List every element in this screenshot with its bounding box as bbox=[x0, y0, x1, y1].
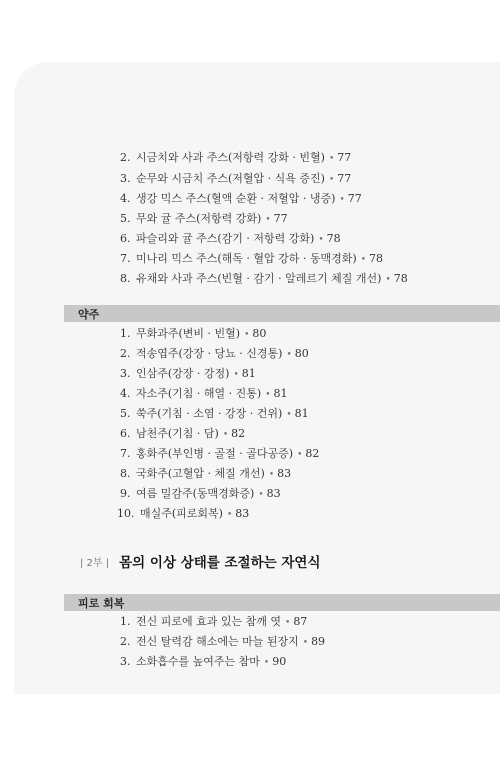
list-item[interactable]: 3. 인삼주(강장 · 강정) • 81 bbox=[120, 367, 256, 380]
part-heading bbox=[80, 551, 321, 571]
part-label: | 2부 | bbox=[80, 557, 110, 569]
list-item[interactable]: 2. 적송엽주(강장 · 당뇨 · 신경통) • 80 bbox=[120, 347, 309, 360]
list-item[interactable]: 1. 전신 피로에 효과 있는 참깨 엿 • 87 bbox=[120, 615, 308, 628]
section-header-fatigue bbox=[64, 594, 500, 611]
section-title: 약주 bbox=[78, 308, 100, 321]
list-item[interactable]: 7. 미나리 믹스 주스(해독 · 혈압 강하 · 동맥경화) • 78 bbox=[120, 252, 384, 265]
section-header-yakju bbox=[64, 305, 500, 322]
section-title: 피로 회복 bbox=[78, 597, 125, 610]
list-item[interactable]: 2. 시금치와 사과 주스(저항력 강화 · 빈혈) • 77 bbox=[120, 151, 352, 164]
list-item[interactable]: 3. 소화흡수를 높여주는 참마 • 90 bbox=[120, 655, 287, 668]
list-item[interactable]: 9. 여름 밀감주(동맥경화증) • 83 bbox=[120, 487, 281, 500]
list-item[interactable]: 7. 홍화주(부인병 · 골절 · 골다공증) • 82 bbox=[120, 447, 320, 460]
list-item[interactable]: 3. 순무와 시금치 주스(저혈압 · 식욕 증진) • 77 bbox=[120, 172, 352, 185]
list-item[interactable]: 1. 무화과주(변비 · 빈혈) • 80 bbox=[120, 327, 267, 340]
part-title: 몸의 이상 상태를 조절하는 자연식 bbox=[119, 555, 321, 571]
list-item[interactable]: 6. 파슬리와 귤 주스(감기 · 저항력 강화) • 78 bbox=[120, 232, 341, 245]
list-item[interactable]: 4. 생강 믹스 주스(혈액 순환 · 저혈압 · 냉증) • 77 bbox=[120, 192, 362, 205]
list-item[interactable]: 8. 유채와 사과 주스(빈혈 · 감기 · 알레르기 체질 개선) • 78 bbox=[120, 272, 408, 285]
list-item[interactable]: 5. 쑥주(기침 · 소염 · 강장 · 건위) • 81 bbox=[120, 407, 309, 420]
list-item[interactable]: 4. 자소주(기침 · 해열 · 진통) • 81 bbox=[120, 387, 288, 400]
list-item[interactable]: 8. 국화주(고혈압 · 체질 개선) • 83 bbox=[120, 467, 292, 480]
list-item[interactable]: 2. 전신 탈력감 해소에는 마늘 된장지 • 89 bbox=[120, 635, 326, 648]
list-item[interactable]: 5. 무와 귤 주스(저항력 강화) • 77 bbox=[120, 212, 288, 225]
list-item[interactable]: 6. 남천주(기침 · 담) • 82 bbox=[120, 427, 246, 440]
list-item[interactable]: 10. 매실주(피로회복) • 83 bbox=[117, 507, 250, 520]
